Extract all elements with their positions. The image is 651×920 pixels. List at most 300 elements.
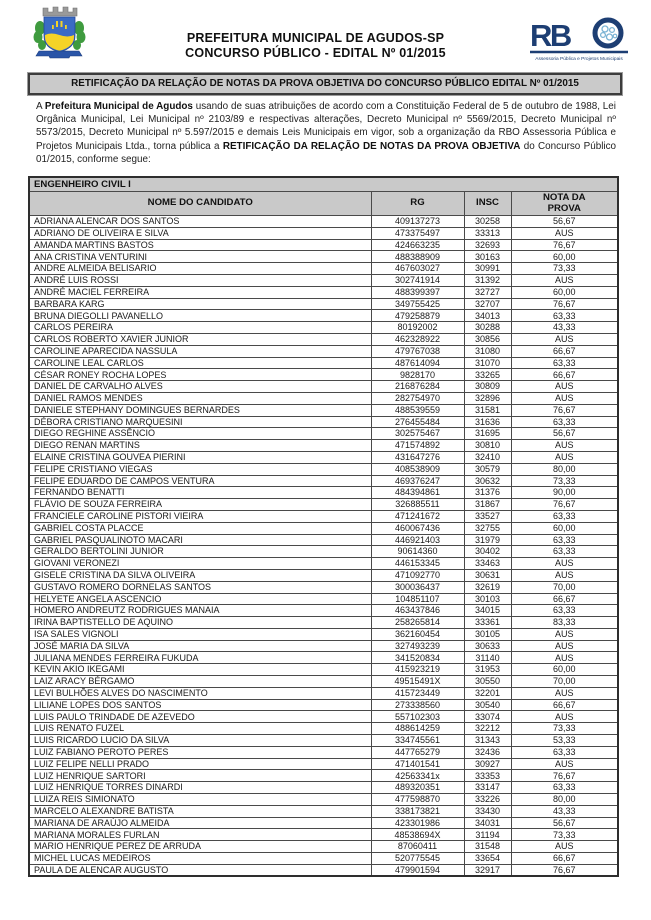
candidate-name-cell: KEVIN AKIO IKEGAMI [29,664,371,676]
page-title-line2: CONCURSO PÚBLICO - EDITAL Nº 01/2015 [185,46,446,60]
candidate-name-cell: DIEGO RENAN MARTINS [29,440,371,452]
table-row [29,392,618,404]
table-row [29,381,618,393]
rg-cell: 446153345 [371,558,464,570]
nota-cell: 66,67 [511,345,618,357]
rg-cell: 362160454 [371,628,464,640]
candidate-name-cell: ANA CRISTINA VENTURINI [29,251,371,263]
insc-cell: 33265 [464,369,511,381]
candidate-name-cell: CÉSAR RONEY ROCHA LOPES [29,369,371,381]
table-row [29,404,618,416]
table-row [29,569,618,581]
insc-cell: 33463 [464,558,511,570]
insc-cell: 30991 [464,263,511,275]
rg-cell: 447765279 [371,746,464,758]
insc-cell: 33654 [464,853,511,865]
nota-cell: AUS [511,558,618,570]
candidate-name-cell: GERALDO BERTOLINI JUNIOR [29,546,371,558]
rg-cell: 473375497 [371,227,464,239]
nota-cell: 80,00 [511,463,618,475]
insc-cell: 34015 [464,605,511,617]
rg-cell: 87060411 [371,841,464,853]
insc-cell: 30856 [464,333,511,345]
col-header-rg: RG [371,192,464,216]
candidate-name-cell: LUIZA REIS SIMIONATO [29,794,371,806]
insc-cell: 30103 [464,593,511,605]
insc-cell: 31953 [464,664,511,676]
nota-cell: AUS [511,628,618,640]
candidate-name-cell: AMANDA MARTINS BASTOS [29,239,371,251]
rg-cell: 479258879 [371,310,464,322]
nota-cell: 43,33 [511,805,618,817]
rg-cell: 300036437 [371,581,464,593]
candidate-name-cell: BARBARA KARG [29,298,371,310]
candidate-name-cell: LUIS RICARDO LUCIO DA SILVA [29,735,371,747]
insc-cell: 30632 [464,475,511,487]
table-row [29,487,618,499]
candidate-name-cell: GABRIEL PASQUALINOTO MACARI [29,534,371,546]
insc-cell: 33527 [464,510,511,522]
nota-cell: 56,67 [511,428,618,440]
insc-cell: 32201 [464,687,511,699]
nota-cell: 63,33 [511,416,618,428]
nota-cell: AUS [511,392,618,404]
candidate-name-cell: ANDRE ALMEIDA BELISARIO [29,263,371,275]
table-row [29,794,618,806]
candidate-name-cell: DIEGO REGHINE ASSÊNCIO [29,428,371,440]
nota-cell: 73,33 [511,723,618,735]
insc-cell: 32727 [464,286,511,298]
rg-cell: 302575467 [371,428,464,440]
nota-cell: 76,67 [511,770,618,782]
nota-cell: 66,67 [511,853,618,865]
insc-cell: 31080 [464,345,511,357]
table-row [29,510,618,522]
candidate-name-cell: BRUNA DIEGOLLI PAVANELLO [29,310,371,322]
candidate-name-cell: ANDRÉ LUIS ROSSI [29,274,371,286]
nota-cell: 60,00 [511,664,618,676]
rg-cell: 489320351 [371,782,464,794]
table-row [29,522,618,534]
candidate-name-cell: DANIEL RAMOS MENDES [29,392,371,404]
table-row [29,723,618,735]
table-row [29,605,618,617]
nota-cell: AUS [511,227,618,239]
nota-cell: 66,67 [511,593,618,605]
section-band-row [29,177,618,192]
table-row [29,345,618,357]
nota-cell: AUS [511,758,618,770]
nota-cell: 63,33 [511,510,618,522]
nota-cell: 63,33 [511,605,618,617]
candidate-name-cell: FELIPE EDUARDO DE CAMPOS VENTURA [29,475,371,487]
table-row [29,263,618,275]
insc-cell: 30809 [464,381,511,393]
insc-cell: 30540 [464,699,511,711]
insc-cell: 30288 [464,322,511,334]
nota-cell: AUS [511,841,618,853]
insc-cell: 33313 [464,227,511,239]
insc-cell: 30402 [464,546,511,558]
candidate-name-cell: IRINA BAPTISTELLO DE AQUINO [29,617,371,629]
insc-cell: 31376 [464,487,511,499]
intro-bold-retificacao: RETIFICAÇÃO DA RELAÇÃO DE NOTAS DA PROVA OBJETIVA [222,140,521,152]
table-row [29,451,618,463]
table-row [29,369,618,381]
insc-cell: 32896 [464,392,511,404]
table-row [29,593,618,605]
rg-cell: 557102303 [371,711,464,723]
candidate-name-cell: LUIS RENATO FUZEL [29,723,371,735]
candidate-name-cell: CARLOS ROBERTO XAVIER JUNIOR [29,333,371,345]
rg-cell: 520775545 [371,853,464,865]
candidate-name-cell: LUIZ HENRIQUE TORRES DINARDI [29,782,371,794]
intro-bold-prefeitura: Prefeitura Municipal de Agudos [44,101,193,112]
candidate-name-cell: LUIZ FABIANO PEROTO PERES [29,746,371,758]
rg-cell: 431647276 [371,451,464,463]
rg-cell: 90614360 [371,546,464,558]
rg-cell: 341520834 [371,652,464,664]
intro-part1: A [36,101,45,112]
table-row [29,829,618,841]
rg-cell: 349755425 [371,298,464,310]
candidate-name-cell: MARIANA DE ARAÚJO ALMEIDA [29,817,371,829]
insc-cell: 30633 [464,640,511,652]
table-row [29,416,618,428]
insc-cell: 32436 [464,746,511,758]
table-row [29,805,618,817]
table-row [29,499,618,511]
nota-cell: 66,67 [511,699,618,711]
table-row [29,817,618,829]
candidate-name-cell: GISELE CRISTINA DA SILVA OLIVEIRA [29,569,371,581]
nota-cell: 73,33 [511,829,618,841]
results-table-body [29,216,618,877]
col-header-nome: NOME DO CANDIDATO [29,192,371,216]
insc-cell: 31194 [464,829,511,841]
rg-cell: 488539559 [371,404,464,416]
nota-cell: 70,00 [511,676,618,688]
municipal-crest-icon [29,4,89,62]
rg-cell: 469376247 [371,475,464,487]
insc-cell: 32410 [464,451,511,463]
rg-cell: 423301986 [371,817,464,829]
rg-cell: 463437846 [371,605,464,617]
rg-cell: 446921403 [371,534,464,546]
insc-cell: 33353 [464,770,511,782]
candidate-name-cell: LUIS PAULO TRINDADE DE AZEVEDO [29,711,371,723]
rg-cell: 42563341x [371,770,464,782]
insc-cell: 33147 [464,782,511,794]
candidate-name-cell: GABRIEL COSTA PLACCE [29,522,371,534]
table-row [29,652,618,664]
insc-cell: 31867 [464,499,511,511]
nota-cell: 66,67 [511,369,618,381]
table-header-row [29,192,618,216]
rg-cell: 462328922 [371,333,464,345]
insc-cell: 30105 [464,628,511,640]
rg-cell: 80192002 [371,322,464,334]
insc-cell: 31636 [464,416,511,428]
rg-cell: 471401541 [371,758,464,770]
table-row [29,841,618,853]
rbo-logo-tagline: Assessoria Pública e Projetos Municipais [535,57,623,62]
page-title-line1: PREFEITURA MUNICIPAL DE AGUDOS-SP [186,31,445,45]
insc-cell: 32755 [464,522,511,534]
insc-cell: 30163 [464,251,511,263]
nota-cell: 73,33 [511,263,618,275]
rg-cell: 276455484 [371,416,464,428]
table-row [29,617,618,629]
intro-paragraph [36,100,616,166]
nota-cell: 76,67 [511,298,618,310]
nota-cell: 76,67 [511,499,618,511]
insc-cell: 30258 [464,216,511,228]
table-row [29,239,618,251]
rbo-logo-letters: RB [530,18,570,53]
nota-cell: AUS [511,711,618,723]
rg-cell: 302741914 [371,274,464,286]
table-row [29,534,618,546]
rg-cell: 471241672 [371,510,464,522]
rg-cell: 338173821 [371,805,464,817]
nota-cell: AUS [511,274,618,286]
table-row [29,758,618,770]
candidate-name-cell: JOSÉ MARIA DA SILVA [29,640,371,652]
candidate-name-cell: MICHEL LUCAS MEDEIROS [29,853,371,865]
table-row [29,676,618,688]
table-row [29,357,618,369]
rg-cell: 326885511 [371,499,464,511]
rg-cell: 48538694X [371,829,464,841]
candidate-name-cell: ELAINE CRISTINA GOUVEA PIERINI [29,451,371,463]
table-row [29,581,618,593]
table-row [29,475,618,487]
candidate-name-cell: ADRIANO DE OLIVEIRA E SILVA [29,227,371,239]
insc-cell: 31392 [464,274,511,286]
insc-cell: 32693 [464,239,511,251]
table-row [29,333,618,345]
nota-cell: 53,33 [511,735,618,747]
nota-cell: 56,67 [511,216,618,228]
retification-banner: RETIFICAÇÃO DA RELAÇÃO DE NOTAS DA PROVA OBJETIVA DO CONCURSO PÚBLICO EDITAL Nº 01/2015 [28,73,622,95]
insc-cell: 32707 [464,298,511,310]
results-table [28,176,619,877]
insc-cell: 34031 [464,817,511,829]
nota-cell: 63,33 [511,357,618,369]
table-row [29,782,618,794]
table-row [29,746,618,758]
candidate-name-cell: DANIELE STEPHANY DOMINGUES BERNARDES [29,404,371,416]
table-row [29,298,618,310]
table-row [29,664,618,676]
candidate-name-cell: GUSTAVO ROMERO DORNELAS SANTOS [29,581,371,593]
nota-cell: 83,33 [511,617,618,629]
rg-cell: 408538909 [371,463,464,475]
candidate-name-cell: MARCELO ALEXANDRE BATISTA [29,805,371,817]
nota-cell: AUS [511,652,618,664]
insc-cell: 30579 [464,463,511,475]
candidate-name-cell: FELIPE CRISTIANO VIEGAS [29,463,371,475]
nota-cell: 60,00 [511,286,618,298]
candidate-name-cell: LUIZ HENRIQUE SARTORI [29,770,371,782]
rg-cell: 327493239 [371,640,464,652]
rg-cell: 415923219 [371,664,464,676]
nota-cell: 63,33 [511,782,618,794]
table-row [29,310,618,322]
nota-cell: 76,67 [511,864,618,876]
table-row [29,735,618,747]
insc-cell: 32619 [464,581,511,593]
table-row [29,251,618,263]
table-row [29,770,618,782]
candidate-name-cell: FERNANDO BENATTI [29,487,371,499]
rg-cell: 49515491X [371,676,464,688]
insc-cell: 30927 [464,758,511,770]
rg-cell: 409137273 [371,216,464,228]
insc-cell: 32212 [464,723,511,735]
table-row [29,440,618,452]
table-row [29,546,618,558]
nota-cell: AUS [511,381,618,393]
rg-cell: 477598870 [371,794,464,806]
nota-cell: 76,67 [511,239,618,251]
candidate-name-cell: MARIO HENRIQUE PEREZ DE ARRUDA [29,841,371,853]
candidate-name-cell: ISA SALES VIGNOLI [29,628,371,640]
nota-cell: 60,00 [511,522,618,534]
nota-cell: AUS [511,640,618,652]
col-header-insc: INSC [464,192,511,216]
insc-cell: 30550 [464,676,511,688]
nota-cell: AUS [511,451,618,463]
candidate-name-cell: FLÁVIO DE SOUZA FERREIRA [29,499,371,511]
nota-cell: 60,00 [511,251,618,263]
rg-cell: 334745561 [371,735,464,747]
nota-cell: 73,33 [511,475,618,487]
candidate-name-cell: HOMERO ANDREUTZ RODRIGUES MANAIA [29,605,371,617]
candidate-name-cell: HELYETE ANGELA ASCENCIO [29,593,371,605]
candidate-name-cell: PAULA DE ALENCAR AUGUSTO [29,864,371,876]
intro-part2: usando de suas atribuições de acordo com a Constituição Federal de 5 de outubro de 1988, Lei Orgânica Municipal, Lei Municipal nº 2103/89 e respectivas alterações, Decreto Municipal nº 5569/2015, Decreto Municipal nº 5573/2015, Decreto Municipal nº 5.597/2015 e demais Leis Municipais em vigor, sob a organização da RBO Assessoria Pública e Projetos Municipais Ltda., torna pública a [36,101,616,152]
table-row [29,699,618,711]
table-row [29,274,618,286]
rg-cell: 415723449 [371,687,464,699]
nota-cell: 63,33 [511,746,618,758]
insc-cell: 33074 [464,711,511,723]
table-row [29,640,618,652]
insc-cell: 31070 [464,357,511,369]
rg-cell: 488388909 [371,251,464,263]
rg-cell: 479901594 [371,864,464,876]
rg-cell: 467603027 [371,263,464,275]
rg-cell: 258265814 [371,617,464,629]
intro-part3: do Concurso Público 01/2015, conforme segue: [36,140,617,165]
nota-cell: 63,33 [511,310,618,322]
table-row [29,428,618,440]
candidate-name-cell: ANDRÉ MACIEL FERREIRA [29,286,371,298]
table-row [29,286,618,298]
insc-cell: 33226 [464,794,511,806]
rg-cell: 484394861 [371,487,464,499]
rg-cell: 471574892 [371,440,464,452]
table-row [29,864,618,876]
table-row [29,853,618,865]
nota-cell: AUS [511,333,618,345]
insc-cell: 33430 [464,805,511,817]
table-row [29,687,618,699]
candidate-name-cell: GIOVANI VERONEZI [29,558,371,570]
insc-cell: 32917 [464,864,511,876]
section-title: ENGENHEIRO CIVIL I [29,177,618,192]
table-row [29,558,618,570]
nota-cell: 63,33 [511,534,618,546]
rg-cell: 488614259 [371,723,464,735]
nota-cell: 63,33 [511,546,618,558]
table-row [29,628,618,640]
rg-cell: 104851107 [371,593,464,605]
nota-cell: 43,33 [511,322,618,334]
table-row [29,711,618,723]
table-row [29,227,618,239]
rg-cell: 479767038 [371,345,464,357]
candidate-name-cell: LAIZ ARACY BÉRGAMO [29,676,371,688]
rg-cell: 487614094 [371,357,464,369]
candidate-name-cell: ADRIANA ALENCAR DOS SANTOS [29,216,371,228]
rg-cell: 488399397 [371,286,464,298]
nota-cell: 90,00 [511,487,618,499]
insc-cell: 31343 [464,735,511,747]
rg-cell: 9828170 [371,369,464,381]
insc-cell: 30810 [464,440,511,452]
nota-cell: AUS [511,440,618,452]
col-header-nota: NOTA DA PROVA [511,192,618,216]
candidate-name-cell: LEVI BULHÕES ALVES DO NASCIMENTO [29,687,371,699]
insc-cell: 34013 [464,310,511,322]
candidate-name-cell: MARIANA MORALES FURLAN [29,829,371,841]
nota-cell: AUS [511,687,618,699]
table-row [29,216,618,228]
insc-cell: 33361 [464,617,511,629]
table-row [29,463,618,475]
rg-cell: 424663235 [371,239,464,251]
candidate-name-cell: DANIEL DE CARVALHO ALVES [29,381,371,393]
table-row [29,322,618,334]
candidate-name-cell: CAROLINE LEAL CARLOS [29,357,371,369]
candidate-name-cell: CARLOS PEREIRA [29,322,371,334]
candidate-name-cell: CAROLINE APARECIDA NASSULA [29,345,371,357]
insc-cell: 31548 [464,841,511,853]
results-table-container [28,176,617,877]
insc-cell: 31140 [464,652,511,664]
rg-cell: 273338560 [371,699,464,711]
insc-cell: 31581 [464,404,511,416]
nota-cell: AUS [511,569,618,581]
nota-cell: 70,00 [511,581,618,593]
candidate-name-cell: JULIANA MENDES FERREIRA FUKUDA [29,652,371,664]
rbo-logo-icon [529,16,631,64]
rg-cell: 460067436 [371,522,464,534]
candidate-name-cell: FRANCIELE CAROLINE PISTORI VIEIRA [29,510,371,522]
candidate-name-cell: DÉBORA CRISTIANO MARQUESINI [29,416,371,428]
nota-cell: 80,00 [511,794,618,806]
rg-cell: 282754970 [371,392,464,404]
insc-cell: 30631 [464,569,511,581]
nota-cell: 56,67 [511,817,618,829]
rg-cell: 216876284 [371,381,464,393]
rg-cell: 471092770 [371,569,464,581]
candidate-name-cell: LUIZ FELIPE NELLI PRADO [29,758,371,770]
candidate-name-cell: LILIANE LOPES DOS SANTOS [29,699,371,711]
